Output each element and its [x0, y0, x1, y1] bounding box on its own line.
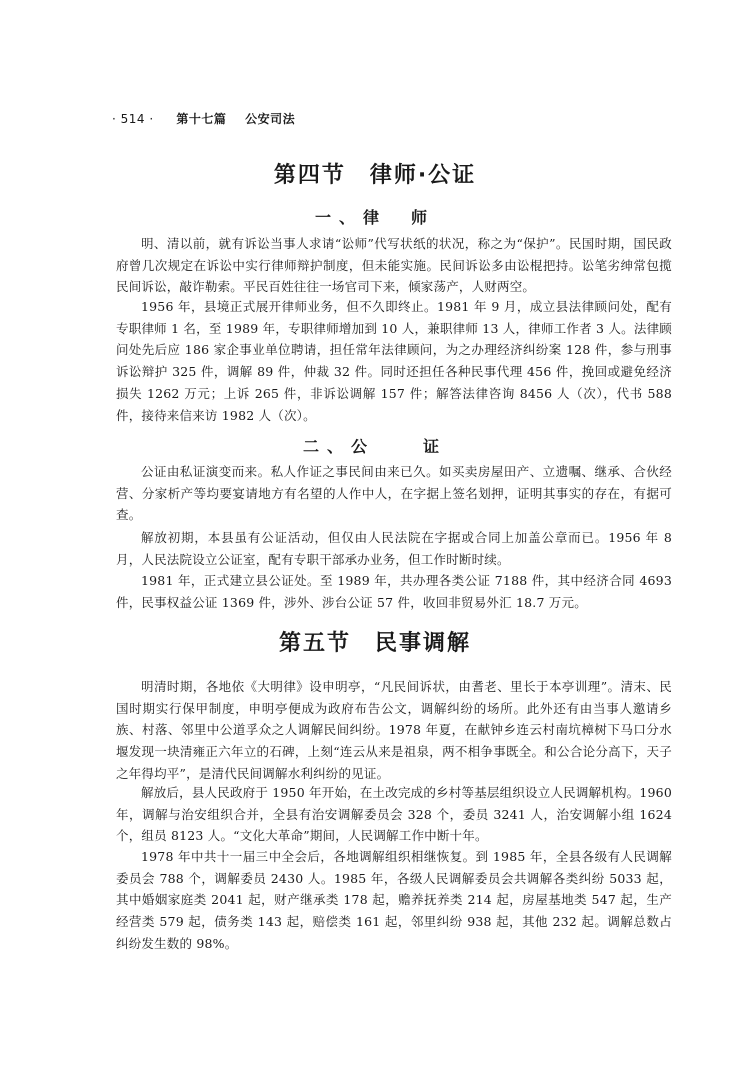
subsection-title-notary: 二、公 证 — [302, 437, 447, 456]
paragraph: 公证由私证演变而来。私人作证之事民间由来已久。如买卖房屋田产、立遗嘱、继承、合伙经营、分家析产等均要宴请地方有名望的人作中人，在字据上签名划押，证明其事实的存在，有据可查。 — [116, 464, 672, 523]
paragraph: 解放后，县人民政府于 1950 年开始，在土改完成的乡村等基层组织设立人民调解机构。1960 年，调解与治安组织合并，全县有治安调解委员会 328 个，委员 3241 人，治安调解小组 1624 个，组员 8123 人。“文化大革命”期间，人民调解工作中断十年。 — [116, 785, 672, 844]
chapter-label: 第十七篇 — [176, 112, 227, 126]
page-header — [112, 110, 295, 127]
section-title-lawyer-notary: 第四节 律师·公证 — [273, 163, 477, 188]
paragraph: 1956 年，县境正式展开律师业务，但不久即终止。1981 年 9 月，成立县法律顾问处，配有专职律师 1 名，至 1989 年，专职律师增加到 10 人，兼职律师 13 人，律师工作者 3 人。法律顾问处先后应 186 家企事业单位聘请，担任常年法律顾问，为之办理经济纠纷案 128 件，参与刑事诉讼辩护 325 件，调解 89 件，仲裁 32 件。同时还担任各种民事代理 456 件，挽回或避免经济损失 1262 万元；上诉 265 件，非诉讼调解 157 件；解答法律咨询 8456 人（次），代书 588 件，接待来信来访 1982 人（次）。 — [116, 299, 672, 423]
page-number: · 514 · — [112, 112, 154, 126]
section-title-civil-mediation: 第五节 民事调解 — [278, 631, 471, 656]
paragraph: 1978 年中共十一届三中全会后，各地调解组织相继恢复。到 1985 年，全县各级有人民调解委员会 788 个，调解委员 2430 人。1985 年，各级人民调解委员会共调解各类纠纷 5033 起，其中婚姻家庭类 2041 起，财产继承类 178 起，赡养抚养类 214 起，房屋基地类 547 起，生产经营类 579 起，债务类 143 起，赔偿类 161 起，邻里纠纷 938 起，其他 232 起。调解总数占纠纷发生数的 98%。 — [116, 849, 672, 951]
paragraph: 明清时期，各地依《大明律》设申明亭，“凡民间诉状，由耆老、里长于本亭训理”。清末、民国时期实行保甲制度，申明亭便成为政府布告公文，调解纠纷的场所。此外还有由当事人邀请乡族、村落、邻里中公道孚众之人调解民间纠纷。1978 年夏，在献钟乡连云村南坑樟树下马口分水堰发现一块清雍正六年立的石碑，上刻“连云从来是祖泉，两不相争事既全。和公合论分高下，天子之年得均平”，是清代民间调解水利纠纷的见证。 — [116, 679, 672, 781]
paragraph: 1981 年，正式建立县公证处。至 1989 年，共办理各类公证 7188 件，其中经济合同 4693 件，民事权益公证 1369 件，涉外、涉台公证 57 件，收回非贸易外汇 18.7 万元。 — [116, 573, 672, 610]
paragraph: 解放初期，本县虽有公证活动，但仅由人民法院在字据或合同上加盖公章而已。1956 年 8 月，人民法院设立公证室，配有专职干部承办业务，但工作时断时续。 — [116, 530, 672, 567]
subsection-title-lawyer: 一、律 师 — [314, 208, 435, 227]
paragraph: 明、清以前，就有诉讼当事人求请“讼师”代写状纸的状况，称之为“保护”。民国时期，国民政府曾几次规定在诉讼中实行律师辩护制度，但未能实施。民间诉讼多由讼棍把持。讼笔劣绅常包揽民间诉讼，敲诈勒索。平民百姓往往一场官司下来，倾家荡产，人财两空。 — [116, 236, 672, 295]
chapter-title: 公安司法 — [245, 112, 296, 126]
